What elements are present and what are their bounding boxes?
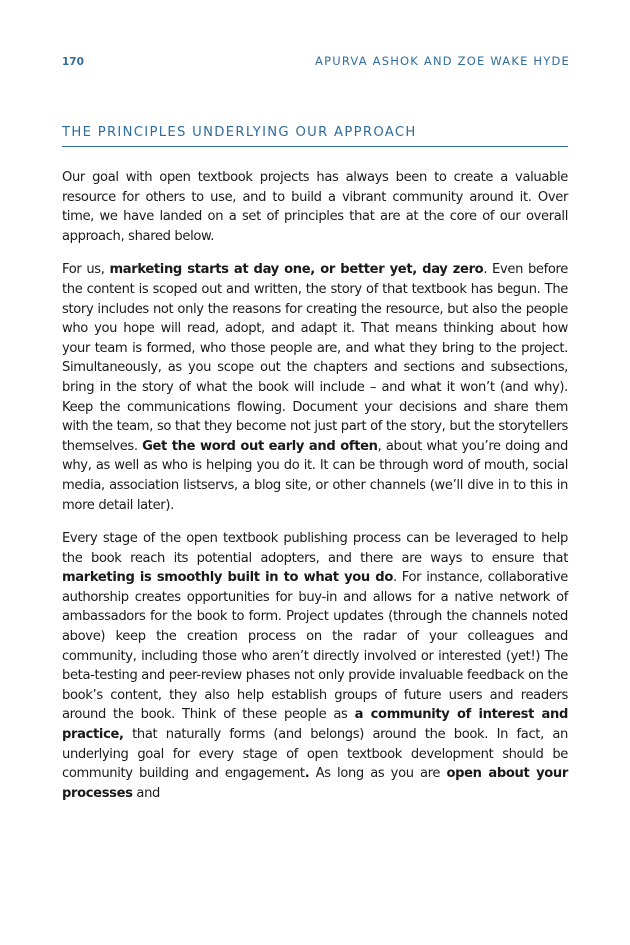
- bold-phrase: a community of interest and practice,: [62, 707, 568, 743]
- body-text: [62, 168, 568, 817]
- text-run: Every stage of the open textbook publishing process can be leveraged to help the book reach its potential adopters, and there are ways to ensure that: [62, 531, 568, 566]
- text-run: For us,: [62, 262, 110, 278]
- text-run: . For instance, collaborative authorship creates opportunities for buy-in and allows for a native network of ambassadors for the book to form. Project updates (through the channels noted above) keep the creation process on the radar of your colleagues and community, including those who aren’t directly involved or interested (yet!) The beta-testing and peer-review phases not only provide invaluable feedback on the book’s content, they also help establish groups of future users and readers around the book. Think of these people as: [62, 570, 568, 723]
- text-run: . Even before the content is scoped out and written, the story of that textbook has begun. The story includes not only the reasons for creating the resource, but also the people who you hope will read, adopt, and adapt it. That means thinking about how your team is formed, who those people are, and what they bring to the project. Simultaneously, as you scope out the chapters and sections and subsections, bring in the story of what the book will include – and what it won’t (and why). Keep the communications flowing. Document your decisions and share them with the team, so that they become not just part of the story, but the storytellers themselves.: [62, 262, 568, 454]
- running-header: [62, 54, 570, 68]
- bold-phrase: marketing is smoothly built in to what you do: [62, 570, 393, 586]
- paragraph-2: [62, 260, 568, 515]
- section-heading: THE PRINCIPLES UNDERLYING OUR APPROACH: [62, 125, 568, 147]
- page-number: 170: [62, 56, 84, 68]
- bold-phrase: marketing starts at day one, or better yet, day zero: [109, 262, 484, 278]
- running-header-authors: APURVA ASHOK AND ZOE WAKE HYDE: [315, 54, 570, 68]
- text-run: As long as you are: [309, 766, 447, 782]
- text-run: and: [132, 785, 160, 801]
- bold-phrase: .: [304, 766, 310, 782]
- paragraph-3: [62, 529, 568, 803]
- bold-phrase: Get the word out early and often: [142, 438, 378, 454]
- bold-phrase: open about your processes: [62, 766, 568, 801]
- text-run: , about what you’re doing and why, as well as who is helping you do it. It can be through word of mouth, social media, association listservs, a blog site, or other channels (we’ll dive in to this in more detail later).: [62, 438, 569, 513]
- text-run: that naturally forms (and belongs) around the book. In fact, an underlying goal for every stage of open textbook development should be community building and engagement: [62, 727, 568, 782]
- paragraph-1: Our goal with open textbook projects has always been to create a valuable resource for others to use, and to build a vibrant community around it. Over time, we have landed on a set of principles that are at the core of our overall approach, shared below.: [62, 170, 568, 244]
